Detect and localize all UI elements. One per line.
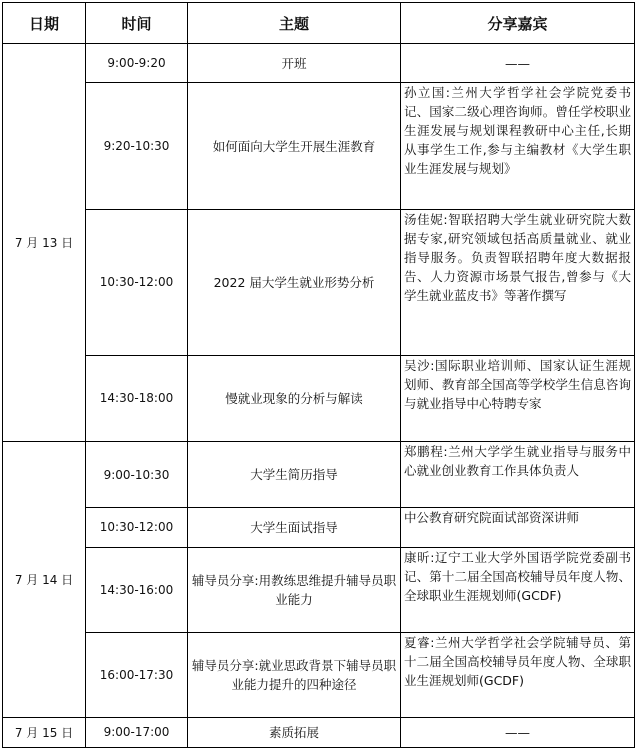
guest-cell: 吴沙:国际职业培训师、国家认证生涯规划师、教育部全国高等学校学生信息咨询与就业指导中心特聘专家 — [401, 355, 635, 442]
table-row — [3, 717, 635, 747]
topic-cell: 2022 届大学生就业形势分析 — [188, 209, 401, 355]
topic-cell: 大学生面试指导 — [188, 508, 401, 547]
topic-cell: 素质拓展 — [188, 717, 401, 747]
guest-cell: 郑鹏程:兰州大学学生就业指导与服务中心就业创业教育工作具体负责人 — [401, 442, 635, 508]
guest-cell: —— — [401, 44, 635, 83]
topic-cell: 大学生简历指导 — [188, 442, 401, 508]
guest-cell: 康昕:辽宁工业大学外国语学院党委副书记、第十二届全国高校辅导员年度人物、全球职业生涯规划师(GCDF) — [401, 547, 635, 632]
header-row — [3, 3, 635, 44]
time-cell: 10:30-12:00 — [86, 508, 188, 547]
topic-cell: 辅导员分享:就业思政背景下辅导员职业能力提升的四种途径 — [188, 632, 401, 717]
table-row — [3, 83, 635, 209]
table-row — [3, 508, 635, 547]
time-cell: 10:30-12:00 — [86, 209, 188, 355]
time-cell: 9:00-9:20 — [86, 44, 188, 83]
topic-cell: 开班 — [188, 44, 401, 83]
date-cell: 7 月 14 日 — [3, 442, 86, 717]
header-guest: 分享嘉宾 — [401, 3, 635, 44]
guest-cell: 孙立国:兰州大学哲学社会学院党委书记、国家二级心理咨询师。曾任学校职业生涯发展与规划课程教研中心主任,长期从事学生工作,参与主编教材《大学生职业生涯发展与规划》 — [401, 83, 635, 209]
table-row — [3, 355, 635, 442]
guest-cell: 中公教育研究院面试部资深讲师 — [401, 508, 635, 547]
topic-cell: 如何面向大学生开展生涯教育 — [188, 83, 401, 209]
table-row — [3, 547, 635, 632]
time-cell: 9:00-17:00 — [86, 717, 188, 747]
header-date: 日期 — [3, 3, 86, 44]
topic-cell: 辅导员分享:用教练思维提升辅导员职业能力 — [188, 547, 401, 632]
time-cell: 16:00-17:30 — [86, 632, 188, 717]
time-cell: 9:20-10:30 — [86, 83, 188, 209]
table-row — [3, 209, 635, 355]
date-cell: 7 月 13 日 — [3, 44, 86, 442]
guest-cell: 夏睿:兰州大学哲学社会学院辅导员、第十二届全国高校辅导员年度人物、全球职业生涯规划师(GCDF) — [401, 632, 635, 717]
time-cell: 14:30-16:00 — [86, 547, 188, 632]
header-topic: 主题 — [188, 3, 401, 44]
date-cell: 7 月 15 日 — [3, 717, 86, 747]
guest-cell: 汤佳妮:智联招聘大学生就业研究院大数据专家,研究领域包括高质量就业、就业指导服务。负责智联招聘年度大数据报告、人力资源市场景气报告,曾参与《大学生就业蓝皮书》等著作撰写 — [401, 209, 635, 355]
schedule-table — [2, 2, 635, 748]
guest-cell: —— — [401, 717, 635, 747]
time-cell: 9:00-10:30 — [86, 442, 188, 508]
topic-cell: 慢就业现象的分析与解读 — [188, 355, 401, 442]
header-time: 时间 — [86, 3, 188, 44]
table-row — [3, 44, 635, 83]
table-row — [3, 632, 635, 717]
time-cell: 14:30-18:00 — [86, 355, 188, 442]
table-row — [3, 442, 635, 508]
